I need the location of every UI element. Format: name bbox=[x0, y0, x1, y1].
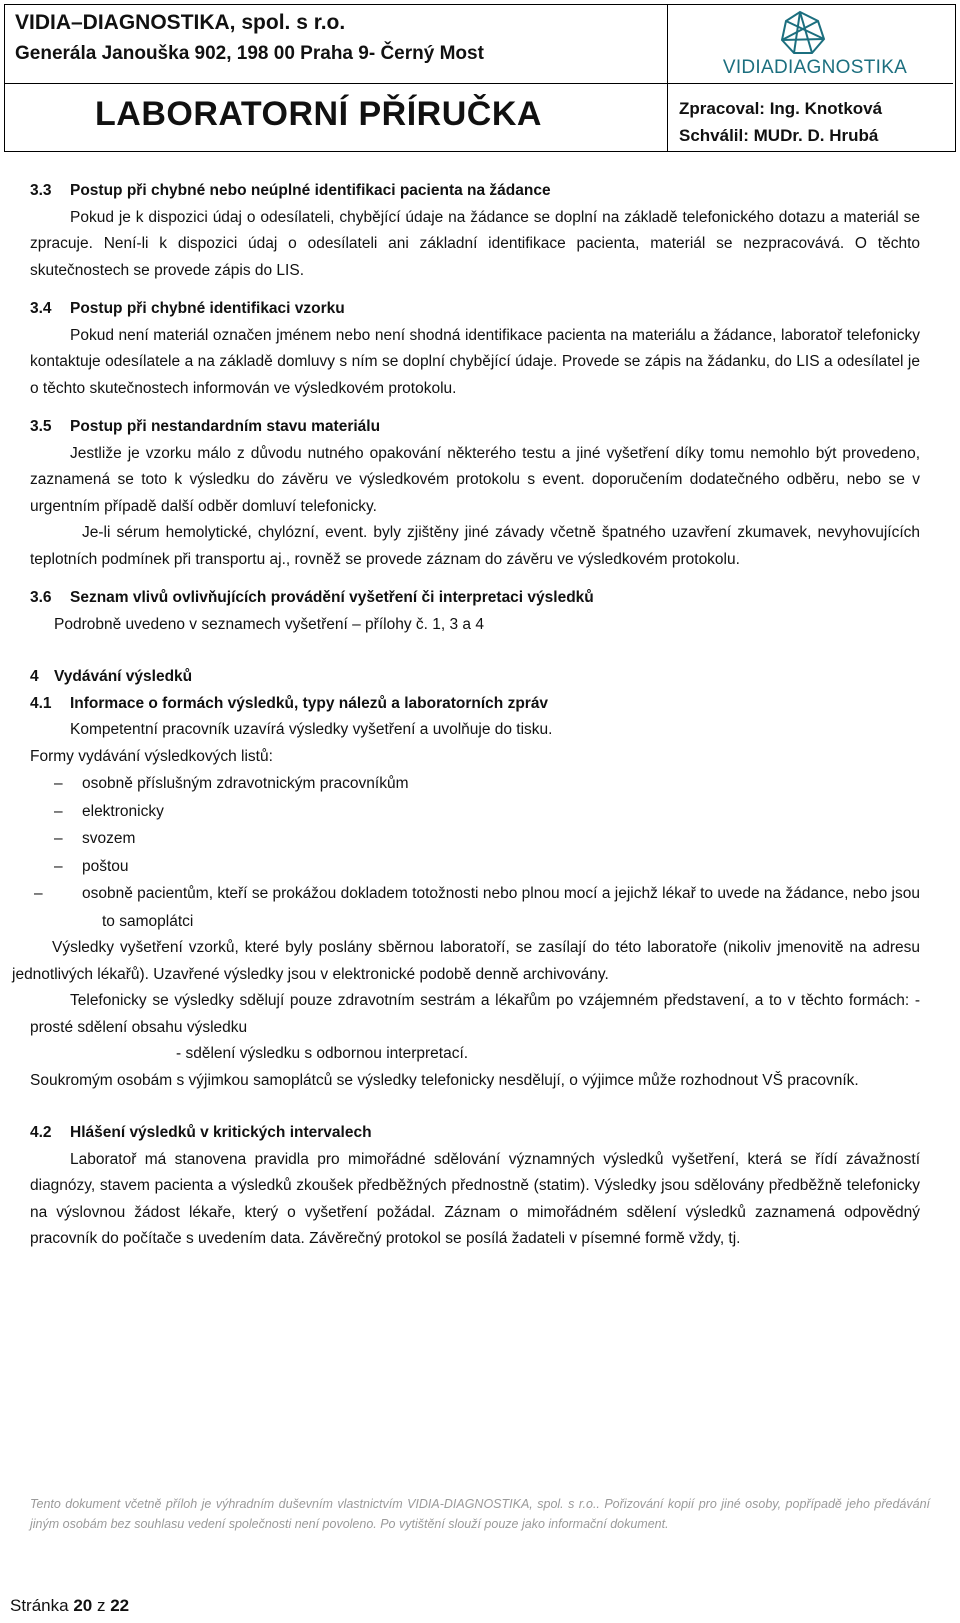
page-number: Stránka 20 z 22 bbox=[10, 1596, 130, 1615]
list-item: – osobně pacientům, kteří se prokážou dokladem totožnosti nebo plnou mocí a jejichž lékař to uvede na žádance, nebo jsou to samoplátci bbox=[34, 885, 920, 930]
list-item: – elektronicky bbox=[54, 802, 164, 820]
section-heading-4-1: 4.1 Informace o formách výsledků, typy nálezů a laboratorních zpráv bbox=[30, 694, 549, 712]
section-4-2-text: Laboratoř má stanovena pravidla pro mimořádné sdělování významných výsledků vyšetření, která se řídí závažností diagnózy, stavem pacienta a výsledků zkoušek předběžných přednostně (statim). Výsledky jsou sdělovány předběžně telefonicky na výslovnou žádost lékaře, který o vyšetření požádal. Záznam o mimořádném sdělení výsledků zaznamená odpovědný pracovník do počítače s uvedením data. Závěrečný protokol se posílá žadateli v písemné formě vždy, tj. bbox=[30, 1150, 920, 1247]
approved-by: Schválil: MUDr. D. Hrubá bbox=[679, 126, 879, 145]
document-header bbox=[4, 4, 956, 152]
list-item: – svozem bbox=[54, 830, 136, 847]
list-item: – poštou bbox=[54, 857, 129, 875]
header-divider-horizontal bbox=[5, 83, 953, 84]
company-logo bbox=[700, 9, 930, 81]
section-4-1-intro: Kompetentní pracovník uzavírá výsledky vyšetření a uvolňuje do tisku. bbox=[70, 721, 553, 738]
prepared-by: Zpracoval: Ing. Knotková bbox=[679, 99, 883, 118]
document-body bbox=[12, 178, 920, 1253]
section-heading-4-2: 4.2 Hlášení výsledků v kritických intervalech bbox=[30, 1124, 372, 1141]
section-3-5-text-1: Jestliže je vzorku málo z důvodu nutného opakování některého testu a jiné vyšetření díky tomu nemohlo být provedeno, zaznamená se toto k výsledku do závěru ve výsledkovém protokolu s event. doporučením dodatečného odběru, nebo se v urgentním případě další odběr domluví telefonicky. bbox=[30, 444, 920, 515]
approval-info bbox=[679, 95, 882, 149]
results-text: Výsledky vyšetření vzorků, které byly poslány sběrnou laboratoří, se zasílají do této laboratoře (nikoliv jmenovitě na adresu jednotlivých lékařů). Uzavřené výsledky jsou v elektronické podobě denně archivovány. bbox=[12, 939, 920, 983]
section-3-3-text: Pokud je k dispozici údaj o odesílateli, chybějící údaje na žádance se doplní na základě telefonického dotazu a materiál se zpracuje. Není-li k dispozici údaj o odesílateli ani základní identifikace pacienta, materiál se nezpracovává. O těchto skutečnostech se provede zápis do LIS. bbox=[30, 208, 920, 279]
section-heading-3-4: 3.4 Postup při chybné identifikaci vzorku bbox=[30, 300, 345, 317]
header-divider-vertical bbox=[667, 5, 668, 151]
document-title: LABORATORNÍ PŘÍRUČKA bbox=[95, 95, 542, 133]
list-item: – osobně příslušným zdravotnickým pracovníkům bbox=[54, 775, 409, 792]
phone-text-2: - sdělení výsledku s odbornou interpretací. bbox=[176, 1045, 469, 1062]
phone-text: Telefonicky se výsledky sdělují pouze zdravotním sestrám a lékařům po vzájemném představení, a to v těchto formách: - prosté sdělení obsahu výsledku bbox=[30, 992, 920, 1036]
forms-label: Formy vydávání výsledkových listů: bbox=[30, 747, 273, 765]
copyright-notice: Tento dokument včetně příloh je výhradním duševním vlastnictvím VIDIA-DIAGNOSTIKA, spol. s r.o.. Pořizování kopií pro jiné osoby, popřípadě jeho předávání jiným osobám bez souhlasu vedení společnosti není povoleno. Po vytištění slouží pouze jako informační dokument. bbox=[30, 1497, 930, 1531]
crystal-logo-icon bbox=[700, 9, 930, 57]
private-persons-text: Soukromým osobám s výjimkou samoplátců se výsledky telefonicky nesdělují, o výjimce může rozhodnout VŠ pracovník. bbox=[30, 1071, 859, 1089]
section-heading-3-6: 3.6 Seznam vlivů ovlivňujících provádění vyšetření či interpretaci výsledků bbox=[30, 589, 594, 606]
chapter-heading-4: 4 Vydávání výsledků bbox=[30, 668, 193, 685]
section-heading-3-5: 3.5 Postup při nestandardním stavu materiálu bbox=[30, 418, 381, 435]
section-heading-3-3: 3.3 Postup při chybné nebo neúplné identifikaci pacienta na žádance bbox=[30, 182, 551, 199]
section-3-6-text: Podrobně uvedeno v seznamech vyšetření – přílohy č. 1, 3 a 4 bbox=[54, 615, 484, 633]
forms-list bbox=[30, 770, 920, 935]
section-3-4-text: Pokud není materiál označen jménem nebo není shodná identifikace pacienta na materiálu a žádance, laboratoř telefonicky kontaktuje odesílatele a na základě domluvy s ním se doplní chybějící údaje. Provede se zápis na žádanku, do LIS a odesílatel je o těchto skutečnostech informován ve výsledkovém protokolu. bbox=[30, 326, 920, 397]
company-address: Generála Janouška 902, 198 00 Praha 9- Černý Most bbox=[15, 43, 484, 64]
section-3-5-text-2: Je-li sérum hemolytické, chylózní, event. byly zjištěny jiné závady včetně špatného uzavření zkumavek, nevyhovujících teplotních podmínek při transportu aj., rovněž se provede záznam do závěru ve výsledkovém protokolu. bbox=[30, 524, 920, 568]
company-name: VIDIA–DIAGNOSTIKA, spol. s r.o. bbox=[15, 11, 346, 34]
logo-wordmark: VIDIADIAGNOSTIKA bbox=[722, 57, 908, 78]
